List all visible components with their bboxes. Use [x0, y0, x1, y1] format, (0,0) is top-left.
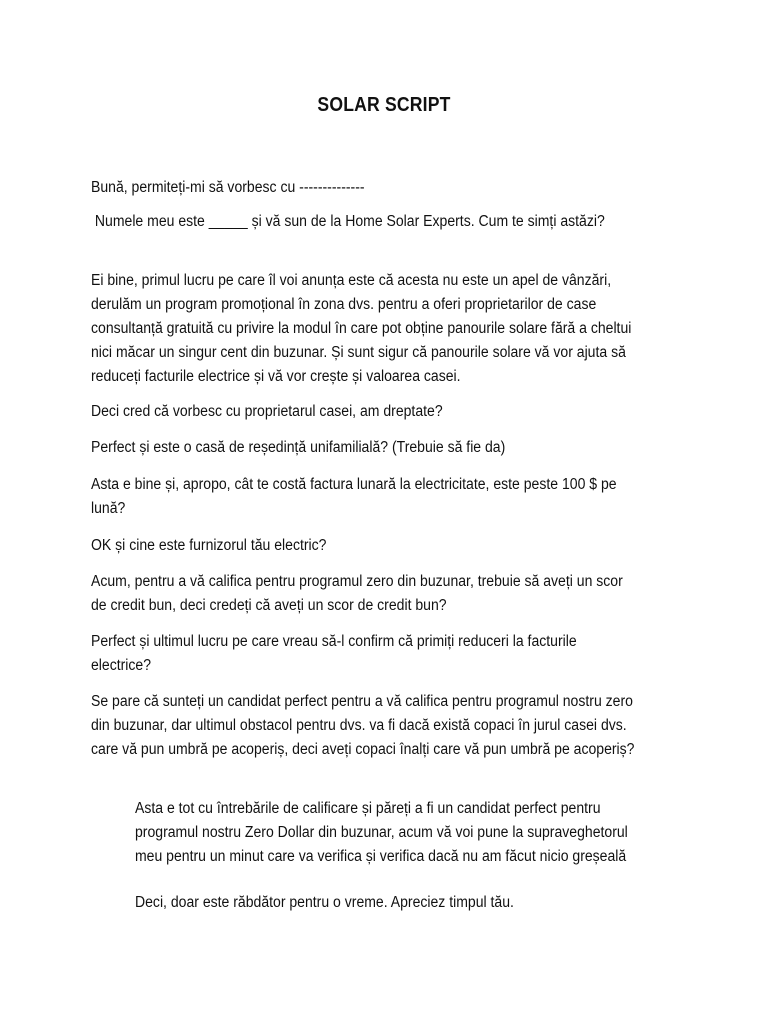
- paragraph-provider-question: [91, 534, 688, 558]
- text-line: Numele meu este _____ și vă sun de la Home Solar Experts. Cum te simți astăzi?: [91, 213, 605, 230]
- paragraph-trees-question: [91, 690, 688, 762]
- text-line: Deci, doar este răbdător pentru o vreme. Apreciez timpul tău.: [135, 894, 514, 911]
- text-line: OK și cine este furnizorul tău electric?: [91, 537, 327, 554]
- document-title: SOLAR SCRIPT: [317, 94, 451, 116]
- paragraph-qualification-summary: [135, 797, 732, 869]
- paragraph-greeting: [91, 176, 688, 200]
- text-line: care vă pun umbră pe acoperiș, deci aveți copaci înalți care vă pun umbră pe acoperiș?: [91, 741, 635, 758]
- paragraph-residence-question: [91, 436, 688, 460]
- text-line: consultanță gratuită cu privire la modul în care pot obține panourile solare fără a cheltui: [91, 320, 632, 337]
- text-line: Asta e bine și, apropo, cât te costă factura lunară la electricitate, este peste 100 $ pe: [91, 476, 617, 493]
- text-line: reduceți facturile electrice și vă vor crește și valoarea casei.: [91, 368, 461, 385]
- text-line: Ei bine, primul lucru pe care îl voi anunța este că acesta nu este un apel de vânzări,: [91, 272, 612, 289]
- text-line: electrice?: [91, 657, 152, 674]
- text-line: Perfect și este o casă de reședință unifamilială? (Trebuie să fie da): [91, 439, 506, 456]
- text-line: din buzunar, dar ultimul obstacol pentru dvs. va fi dacă există copaci în jurul casei dvs.: [91, 717, 627, 734]
- text-line: Acum, pentru a vă califica pentru programul zero din buzunar, trebuie să aveți un scor: [91, 573, 623, 590]
- paragraph-closing: [135, 891, 732, 915]
- paragraph-homeowner-question: [91, 400, 688, 424]
- paragraph-credit-question: [91, 570, 688, 618]
- text-line: nici măcar un singur cent din buzunar. Și sunt sigur că panourile solare vă vor ajuta să: [91, 344, 626, 361]
- text-line: Se pare că sunteți un candidat perfect pentru a vă califica pentru programul nostru zero: [91, 693, 633, 710]
- text-line: Perfect și ultimul lucru pe care vreau să-l confirm că primiți reduceri la facturile: [91, 633, 577, 650]
- text-line: Bună, permiteți-mi să vorbesc cu --------------: [91, 179, 365, 196]
- paragraph-program-description: [91, 269, 688, 389]
- text-line: Deci cred că vorbesc cu proprietarul casei, am dreptate?: [91, 403, 443, 420]
- text-line: meu pentru un minut care va verifica și verifica dacă nu am făcut nicio greșeală: [135, 848, 627, 865]
- paragraph-reductions-question: [91, 630, 688, 678]
- text-line: programul nostru Zero Dollar din buzunar, acum vă voi pune la supraveghetorul: [135, 824, 628, 841]
- text-line: Asta e tot cu întrebările de calificare și păreți a fi un candidat perfect pentru: [135, 800, 601, 817]
- text-line: derulăm un program promoțional în zona dvs. pentru a oferi proprietarilor de case: [91, 296, 597, 313]
- text-line: lună?: [91, 500, 126, 517]
- paragraph-introduction: [91, 210, 688, 234]
- paragraph-bill-question: [91, 473, 688, 521]
- text-line: de credit bun, deci credeți că aveți un scor de credit bun?: [91, 597, 447, 614]
